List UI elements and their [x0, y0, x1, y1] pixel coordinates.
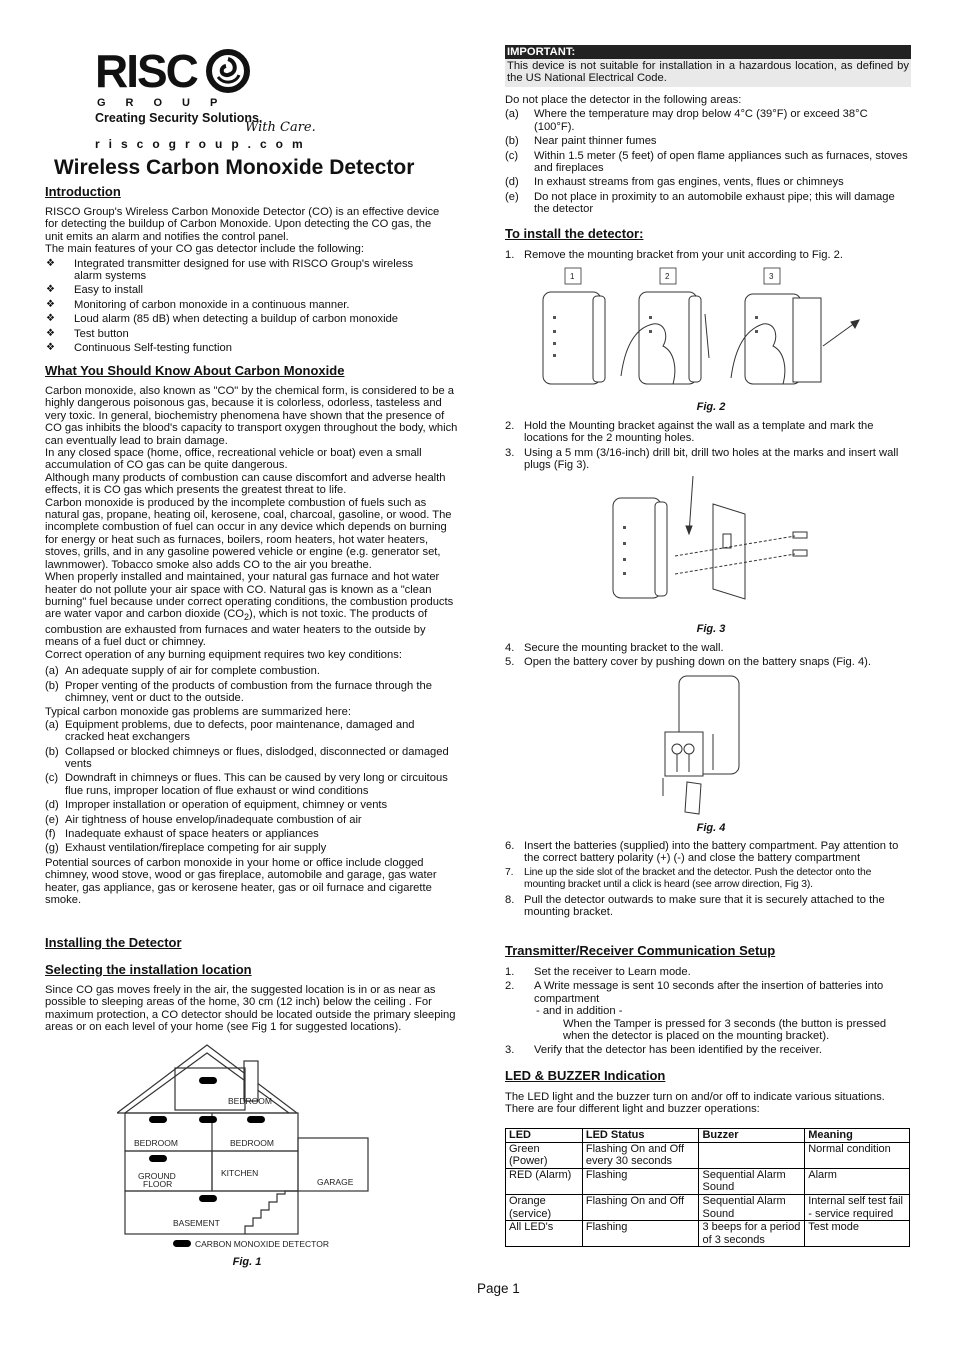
important-text: This device is not suitable for installation in a hazardous location, as defined by the US National Electrical Code.: [505, 59, 911, 87]
logo-tagline: Creating Security Solutions.: [95, 111, 263, 125]
legend-marker-icon: [173, 1240, 191, 1247]
list-item: (f) Inadequate exhaust of space heaters or appliances: [45, 828, 319, 841]
table-row: [506, 1221, 910, 1247]
list-item: 3. Verify that the detector has been identified by the receiver.: [505, 1044, 822, 1057]
conditions-list: [45, 665, 455, 704]
led-heading: LED & BUZZER Indication: [505, 1068, 666, 1083]
fig3-caption: Fig. 3: [696, 623, 726, 635]
avoid-section: [505, 94, 911, 216]
list-item: 6. Insert the batteries (supplied) into the battery compartment. Pay attention to the correct battery polarity (+) (-) and close the battery compartment: [505, 840, 899, 865]
list-item: 8. Pull the detector outwards to make sure that it is securely attached to the mounting bracket.: [505, 893, 885, 919]
list-item: ❖ Test button: [45, 328, 443, 340]
table-cell: Flashing On and Off: [582, 1194, 699, 1220]
table-row: [506, 1168, 910, 1194]
room-label: BEDROOM: [228, 1096, 272, 1106]
list-item: (g) Exhaust ventilation/fireplace competing for air supply: [45, 842, 327, 855]
document-title: Wireless Carbon Monoxide Detector: [54, 156, 415, 179]
fig2-step-label: 1: [570, 272, 575, 281]
table-cell: 3 beeps for a period of 3 seconds: [699, 1221, 805, 1247]
table-cell: All LED's: [506, 1221, 583, 1247]
avoid-list: [505, 108, 911, 215]
logo-swirl-icon: [206, 49, 250, 93]
table-cell: Sequential Alarm Sound: [699, 1194, 805, 1220]
know-p3: Although many products of combustion can cause discomfort and adverse health effects, it is CO gas which presents the greatest threat to life.: [45, 471, 446, 497]
list-item: 1. Remove the mounting bracket from your unit according to Fig. 2.: [505, 249, 843, 261]
led-table: [505, 1128, 910, 1247]
intro-text: RISCO Group's Wireless Carbon Monoxide Detector (CO) is an effective device for detecting the buildup of Carbon Monoxide. Upon detecting the CO gas, the unit emits an alarm and notifies the control panel.: [45, 206, 440, 243]
list-item: (a) Where the temperature may drop below 4°C (39°F) or exceed 38°C (100°F).: [505, 108, 868, 133]
table-header: Meaning: [805, 1129, 910, 1143]
table-cell: Alarm: [805, 1168, 910, 1194]
problems-list: [45, 719, 455, 855]
list-item: (a) An adequate supply of air for complete combustion.: [45, 665, 320, 678]
list-item: 3. Using a 5 mm (3/16-inch) drill bit, drill two holes at the marks and insert wall plugs (Fig 3).: [505, 446, 899, 472]
know-p6: Correct operation of any burning equipment requires two key conditions:: [45, 648, 402, 661]
sources-text: Potential sources of carbon monoxide in your home or office include clogged chimney, wood stove, wood or gas fireplace, automobile and garage, gas water heater, gas appliance, gas or kerosene heater, gas or oil furnace and cigarette smoke.: [45, 856, 437, 907]
install-steps-2-3: [505, 420, 911, 472]
fig2-caption: Fig. 2: [696, 401, 726, 413]
table-cell: Flashing On and Off every 30 seconds: [582, 1142, 699, 1168]
fig1-caption: Fig. 1: [232, 1256, 262, 1268]
room-label: BEDROOM: [134, 1138, 178, 1148]
intro-section: [45, 206, 443, 354]
fig4-caption: Fig. 4: [696, 822, 726, 834]
table-cell: Green (Power): [506, 1142, 583, 1168]
co-detector-marker: [149, 1155, 167, 1162]
list-item: 2. A Write message is sent 10 seconds after the insertion of batteries into compartment - and in addition - When the Tamper is pressed for 3 seconds (the button is pressed when the detector is placed on the mounting bracket).: [505, 980, 905, 1042]
list-item: ❖ Monitoring of carbon monoxide in a continuous manner.: [45, 299, 443, 311]
trx-heading: Transmitter/Receiver Communication Setup: [505, 943, 776, 958]
room-label: FLOOR: [143, 1179, 173, 1189]
list-item: (b) Proper venting of the products of combustion from the furnace through the chimney, vent or duct to the outside.: [45, 679, 432, 704]
list-item: ❖ Easy to install: [45, 284, 443, 296]
fig3-wall-mounting: [605, 474, 855, 606]
fig2-step-label: 3: [769, 272, 774, 281]
room-label: GROUND: [138, 1171, 176, 1181]
list-item: (d) Improper installation or operation of equipment, chimney or vents: [45, 799, 388, 812]
table-header-row: [506, 1129, 910, 1143]
co-detector-marker: [199, 1116, 217, 1123]
table-header: LED: [506, 1129, 583, 1143]
trx-tamper: When the Tamper is pressed for 3 seconds (the button is pressed when the detector is placed on the mounting bracket).: [563, 1017, 887, 1043]
list-item: 1. Set the receiver to Learn mode.: [505, 966, 691, 978]
co-detector-marker: [199, 1195, 217, 1202]
table-cell: Sequential Alarm Sound: [699, 1168, 805, 1194]
table-row: [506, 1142, 910, 1168]
features-lead: The main features of your CO gas detector include the following:: [45, 243, 365, 256]
list-item: (d) In exhaust streams from gas engines, vents, flues or chimneys: [505, 176, 844, 189]
list-item: (c) Within 1.5 meter (5 feet) of open flame appliances such as furnaces, stoves and fireplaces: [505, 149, 908, 175]
know-p5: When properly installed and maintained, your natural gas furnace and hot water heater do not pollute your air space with CO. Natural gas is known as a "clean burning" fuel because under correct operating conditions, the combustion products are water vapor and carbon dioxide $(CO_2)$, which is not toxic. The products of combustion are exhausted from furnaces and water heaters to the outside by means of a fuel duct or chimney.: [45, 571, 454, 649]
room-label: BEDROOM: [230, 1138, 274, 1148]
logo-url: riscogroup.com: [95, 137, 312, 151]
install-steps-6-8: [505, 840, 911, 918]
table-header: LED Status: [582, 1129, 699, 1143]
fig1-legend: CARBON MONOXIDE DETECTOR: [195, 1239, 329, 1249]
list-item: (c) Downdraft in chimneys or flues. This can be caused by very long or circuitous flue runs, improper location of flue exhaust or wind conditions: [45, 772, 448, 797]
know-heading: What You Should Know About Carbon Monoxide: [45, 363, 345, 378]
risco-logo: [95, 45, 365, 158]
table-header: Buzzer: [699, 1129, 805, 1143]
list-item: ❖ Loud alarm (85 dB) when detecting a buildup of carbon monoxide: [45, 313, 443, 325]
trx-steps: [505, 966, 905, 1057]
page-number: Page 1: [477, 1281, 520, 1296]
table-cell: Test mode: [805, 1221, 910, 1247]
table-cell: Flashing: [582, 1168, 699, 1194]
install-heading: To install the detector:: [505, 226, 644, 241]
selection-text: Since CO gas moves freely in the air, the suggested location is in or as near as possible to sleeping areas of the home, 30 cm (12 inch) below the ceiling . For maximum protection, a CO detector should be located outside the primary sleeping areas or on each level of your home (see Fig 1 for suggested locations).: [45, 984, 456, 1034]
know-p4: Carbon monoxide is produced by the incomplete combustion of fuels such as natural gas, propane, heating oil, kerosene, coal, charcoal, gasoline, or wood. The incomplete combustion of fuel can occur in any device which depends on burning for energy or heat such as furnaces, boilers, room heaters, hot water heaters, stoves, grills, and in any gasoline powered vehicle or engine (e.g. generator set, lawnmower). Tobacco smoke also adds CO to the air you breathe.: [45, 496, 452, 571]
important-label: IMPORTANT:: [505, 45, 911, 59]
fig2-step-label: 2: [665, 272, 670, 281]
fig2-bracket-removal: [535, 266, 865, 396]
selection-heading: Selecting the installation location: [45, 962, 252, 977]
features-list: [45, 258, 443, 355]
list-item: (a) Equipment problems, due to defects, poor maintenance, damaged and cracked heat exchangers: [45, 718, 415, 744]
important-box: [505, 45, 911, 87]
list-item: (e) Air tightness of house envelop/inadequate combustion of air: [45, 813, 362, 826]
list-item: 2. Hold the Mounting bracket against the wall as a template and mark the locations for the 2 mounting holes.: [505, 420, 874, 445]
know-p1: Carbon monoxide, also known as "CO" by the chemical form, is considered to be a highly dangerous poisonous gas, because it is colorless, odorless, tasteless and very toxic. In general, biochemistry phenomena have shown that the presence of CO gas inhibits the blood's capacity to transport oxygen throughout the body, which can eventually lead to brain damage.: [45, 385, 458, 447]
table-cell: [699, 1142, 805, 1168]
list-item: 7. Line up the side slot of the bracket and the detector. Push the detector onto the mounting bracket until a click is heard (see arrow direction, Fig 3).: [505, 866, 872, 891]
logo-care: With Care.: [245, 120, 316, 135]
table-cell: Orange (service): [506, 1194, 583, 1220]
room-label: GARAGE: [317, 1177, 354, 1187]
logo-wordmark: RISC: [95, 48, 250, 94]
know-p2: In any closed space (home, office, recreational vehicle or boat) even a small accumulation of CO gas can be quite dangerous.: [45, 447, 422, 472]
table-cell: RED (Alarm): [506, 1168, 583, 1194]
installing-heading: Installing the Detector: [45, 935, 182, 950]
install-step-1: [505, 249, 911, 261]
co-detector-marker: [247, 1116, 265, 1123]
fig1-house-diagram: [117, 1043, 417, 1258]
table-cell: Normal condition: [805, 1142, 910, 1168]
list-item: (b) Collapsed or blocked chimneys or flues, dislodged, disconnected or damaged vents: [45, 745, 449, 771]
list-item: 4. Secure the mounting bracket to the wall.: [505, 642, 724, 654]
table-cell: Flashing: [582, 1221, 699, 1247]
table-row: [506, 1194, 910, 1220]
know-section: [45, 385, 461, 906]
room-label: KITCHEN: [221, 1168, 259, 1178]
list-item: (b) Near paint thinner fumes: [505, 135, 657, 148]
list-item: (e) Do not place in proximity to an automobile exhaust pipe; this will damage the detector: [505, 190, 895, 216]
intro-heading: Introduction: [45, 184, 121, 199]
fig4-battery-cover: [655, 674, 755, 822]
led-intro: The LED light and the buzzer turn on and/or off to indicate various situations. There are four different light and buzzer operations:: [505, 1091, 885, 1116]
logo-group: GROUP: [97, 97, 238, 109]
problems-lead: Typical carbon monoxide gas problems are summarized here:: [45, 706, 351, 719]
install-steps-4-5: [505, 642, 911, 669]
list-item: 5. Open the battery cover by pushing down on the battery snaps (Fig. 4).: [505, 656, 872, 669]
co-detector-marker: [149, 1116, 167, 1123]
avoid-lead: Do not place the detector in the following areas:: [505, 94, 742, 106]
table-cell: Internal self test fail - service required: [805, 1194, 910, 1220]
room-label: BASEMENT: [173, 1218, 220, 1228]
list-item: ❖ Integrated transmitter designed for use with RISCO Group's wireless alarm systems: [45, 258, 443, 283]
trx-and-addition: - and in addition -: [536, 1005, 623, 1018]
list-item: ❖ Continuous Self-testing function: [45, 342, 443, 354]
co-detector-marker: [199, 1077, 217, 1084]
